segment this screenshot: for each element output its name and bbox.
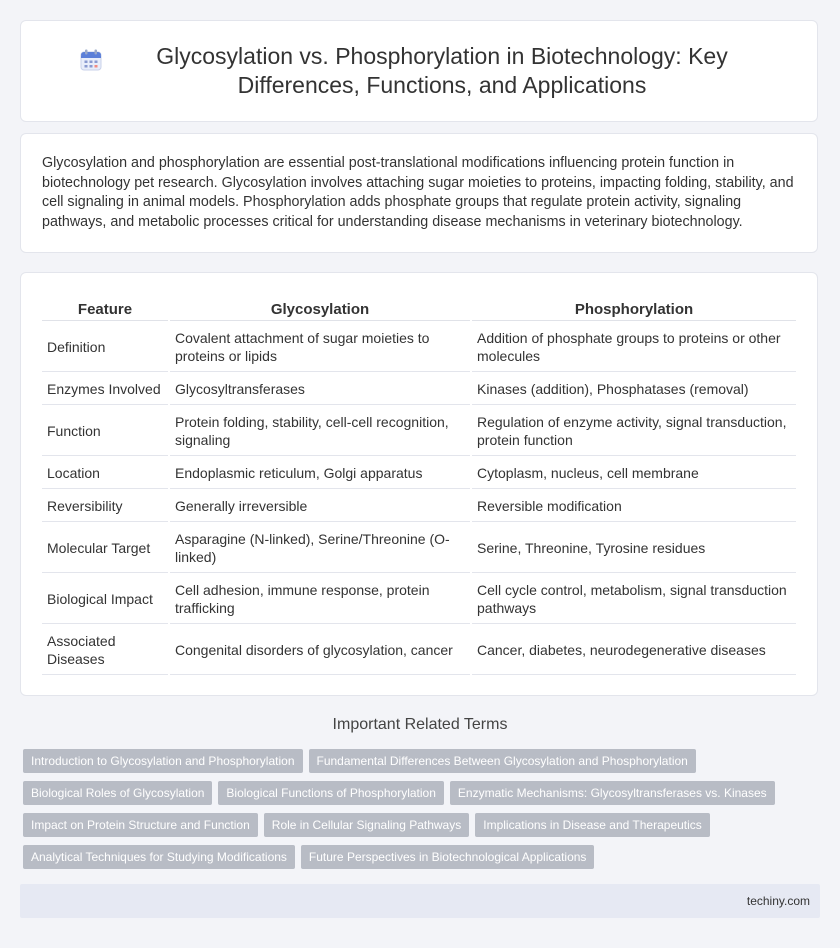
footer: [20, 884, 820, 918]
table-header-row: [42, 297, 796, 321]
phosphorylation-cell: Cancer, diabetes, neurodegenerative diseases: [472, 626, 796, 675]
table-row: [42, 323, 796, 372]
related-term-tag[interactable]: Role in Cellular Signaling Pathways: [264, 813, 469, 837]
related-term-tag[interactable]: Future Perspectives in Biotechnological Applications: [301, 845, 595, 869]
phosphorylation-cell: Serine, Threonine, Tyrosine residues: [472, 524, 796, 573]
feature-cell: Associated Diseases: [42, 626, 168, 675]
table-row: [42, 458, 796, 489]
feature-cell: Biological Impact: [42, 575, 168, 624]
related-term-tag[interactable]: Biological Functions of Phosphorylation: [218, 781, 443, 805]
feature-cell: Location: [42, 458, 168, 489]
glycosylation-cell: Endoplasmic reticulum, Golgi apparatus: [170, 458, 470, 489]
header: [79, 42, 759, 100]
header-card: [20, 20, 818, 122]
related-term-tag[interactable]: Enzymatic Mechanisms: Glycosyltransferases vs. Kinases: [450, 781, 775, 805]
footer-site-link[interactable]: techiny.com: [746, 894, 810, 908]
feature-cell: Function: [42, 407, 168, 456]
related-term-tag[interactable]: Biological Roles of Glycosylation: [23, 781, 212, 805]
glycosylation-cell: Glycosyltransferases: [170, 374, 470, 405]
comparison-table: [40, 295, 798, 677]
table-row: [42, 407, 796, 456]
comparison-card: [20, 272, 818, 696]
column-header-glycosylation: Glycosylation: [170, 297, 470, 321]
related-term-tag[interactable]: Analytical Techniques for Studying Modifications: [23, 845, 295, 869]
phosphorylation-cell: Cytoplasm, nucleus, cell membrane: [472, 458, 796, 489]
table-row: [42, 491, 796, 522]
calendar-icon: [79, 48, 103, 72]
column-header-feature: Feature: [42, 297, 168, 321]
column-header-phosphorylation: Phosphorylation: [472, 297, 796, 321]
intro-card: [20, 133, 818, 253]
glycosylation-cell: Asparagine (N-linked), Serine/Threonine (O-linked): [170, 524, 470, 573]
related-terms-list: [23, 749, 813, 877]
related-term-tag[interactable]: Impact on Protein Structure and Function: [23, 813, 258, 837]
table-row: [42, 575, 796, 624]
feature-cell: Definition: [42, 323, 168, 372]
related-term-tag[interactable]: Fundamental Differences Between Glycosylation and Phosphorylation: [309, 749, 696, 773]
feature-cell: Reversibility: [42, 491, 168, 522]
phosphorylation-cell: Cell cycle control, metabolism, signal transduction pathways: [472, 575, 796, 624]
intro-paragraph: Glycosylation and phosphorylation are essential post-translational modifications influencing protein function in biotechnology pet research. Glycosylation involves attaching sugar moieties to proteins, impacting folding, stability, and cell signaling in animal models. Phosphorylation adds phosphate groups that regulate protein activity, signaling pathways, and metabolic processes critical for understanding disease mechanisms in veterinary biotechnology.: [42, 155, 794, 230]
page-title: Glycosylation vs. Phosphorylation in Biotechnology: Key Differences, Functions, and Applications: [156, 43, 728, 98]
related-term-tag[interactable]: Introduction to Glycosylation and Phosphorylation: [23, 749, 303, 773]
feature-cell: Molecular Target: [42, 524, 168, 573]
glycosylation-cell: Generally irreversible: [170, 491, 470, 522]
phosphorylation-cell: Addition of phosphate groups to proteins or other molecules: [472, 323, 796, 372]
phosphorylation-cell: Kinases (addition), Phosphatases (removal): [472, 374, 796, 405]
phosphorylation-cell: Reversible modification: [472, 491, 796, 522]
glycosylation-cell: Covalent attachment of sugar moieties to proteins or lipids: [170, 323, 470, 372]
related-term-tag[interactable]: Implications in Disease and Therapeutics: [475, 813, 710, 837]
glycosylation-cell: Protein folding, stability, cell-cell recognition, signaling: [170, 407, 470, 456]
related-terms-title: Important Related Terms: [332, 716, 508, 733]
phosphorylation-cell: Regulation of enzyme activity, signal transduction, protein function: [472, 407, 796, 456]
table-row: [42, 524, 796, 573]
glycosylation-cell: Congenital disorders of glycosylation, cancer: [170, 626, 470, 675]
table-row: [42, 626, 796, 675]
table-row: [42, 374, 796, 405]
glycosylation-cell: Cell adhesion, immune response, protein trafficking: [170, 575, 470, 624]
feature-cell: Enzymes Involved: [42, 374, 168, 405]
